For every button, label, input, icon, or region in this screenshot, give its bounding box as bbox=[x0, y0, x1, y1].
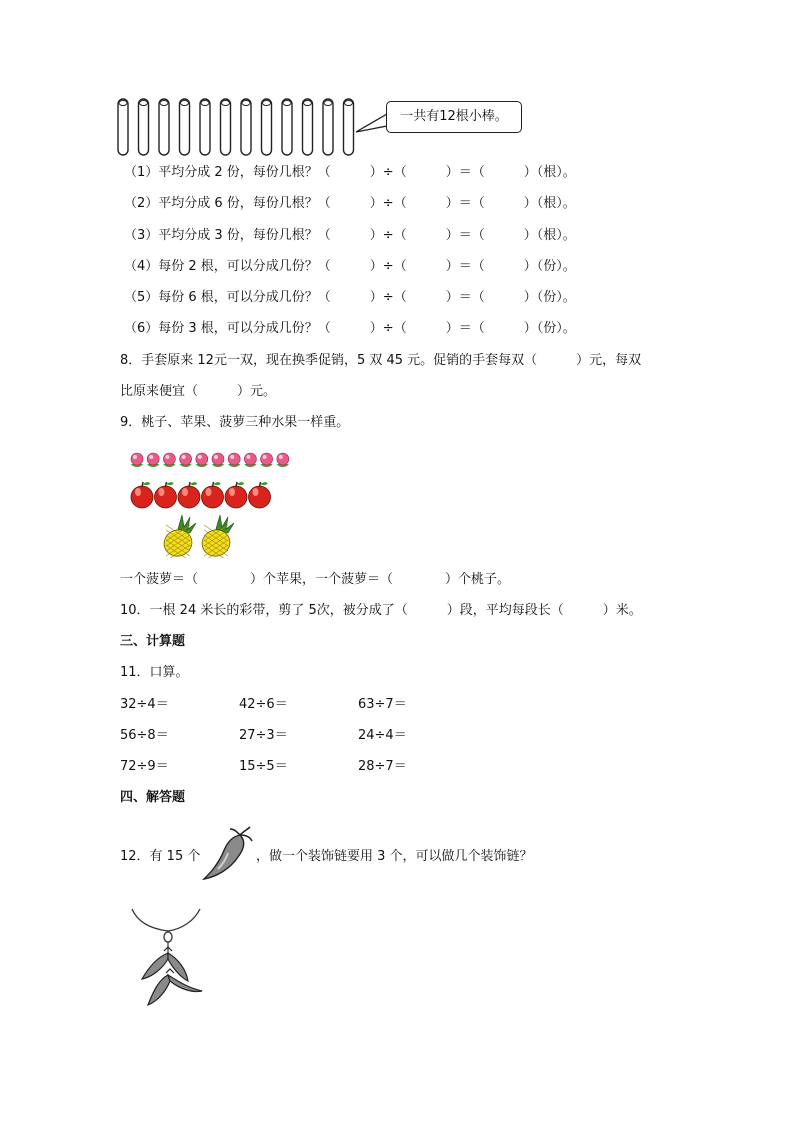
peach-icon bbox=[163, 453, 175, 467]
stick-7 bbox=[241, 99, 251, 155]
peach-icon bbox=[131, 453, 143, 467]
stick-9 bbox=[282, 99, 292, 155]
apple-icon bbox=[202, 482, 224, 508]
q7-item-1: （1）平均分成 2 份，每份几根？（ ）÷（ ）＝（ ）（根）。 bbox=[124, 165, 576, 180]
bubble-text: 一共有12根小棒。 bbox=[400, 109, 508, 124]
peach-icon bbox=[180, 453, 192, 467]
calc-2-3: 24÷4＝ bbox=[358, 728, 407, 743]
stick-3 bbox=[159, 99, 169, 155]
pineapples-row bbox=[158, 513, 248, 558]
section-3-heading: 三、计算题 bbox=[120, 634, 186, 649]
stick-1 bbox=[118, 99, 128, 155]
stick-5 bbox=[200, 99, 210, 155]
stick-10 bbox=[303, 99, 313, 155]
peach-icon bbox=[244, 453, 256, 467]
peaches-row bbox=[128, 450, 298, 470]
q10-text: 10．一根 24 米长的彩带，剪了 5次，被分成了（ ）段，平均每段长（ ）米。 bbox=[120, 603, 642, 618]
apple-icon bbox=[131, 482, 153, 508]
calc-3-3: 28÷7＝ bbox=[358, 759, 407, 774]
apple-icon bbox=[155, 482, 177, 508]
pepper-icon bbox=[200, 825, 256, 885]
peach-icon bbox=[261, 453, 273, 467]
peach-icon bbox=[228, 453, 240, 467]
q9-answer: 一个菠萝＝（ ）个苹果，一个菠萝＝（ ）个桃子。 bbox=[120, 572, 511, 587]
stick-2 bbox=[139, 99, 149, 155]
peach-icon bbox=[147, 453, 159, 467]
section-4-heading: 四、解答题 bbox=[120, 790, 186, 805]
calc-1-2: 42÷6＝ bbox=[239, 697, 288, 712]
q7-item-5: （5）每份 6 根，可以分成几份？（ ）÷（ ）＝（ ）（份）。 bbox=[124, 290, 576, 305]
stick-6 bbox=[221, 99, 231, 155]
apple-icon bbox=[225, 482, 247, 508]
q12-before: 12．有 15 个 bbox=[120, 849, 201, 864]
apple-icon bbox=[249, 482, 271, 508]
peach-icon bbox=[277, 453, 289, 467]
calc-1-1: 32÷4＝ bbox=[120, 697, 169, 712]
apples-row bbox=[130, 480, 275, 510]
calc-2-1: 56÷8＝ bbox=[120, 728, 169, 743]
q8-line2: 比原来便宜（ ）元。 bbox=[120, 384, 277, 399]
stick-8 bbox=[262, 99, 272, 155]
q7-item-2: （2）平均分成 6 份，每份几根？（ ）÷（ ）＝（ ）（根）。 bbox=[124, 196, 576, 211]
pineapple-icon bbox=[160, 515, 196, 558]
apple-icon bbox=[178, 482, 200, 508]
pineapple-icon bbox=[198, 515, 234, 558]
speech-bubble bbox=[386, 101, 522, 133]
q7-item-4: （4）每份 2 根，可以分成几份？（ ）÷（ ）＝（ ）（份）。 bbox=[124, 259, 576, 274]
calc-2-2: 27÷3＝ bbox=[239, 728, 288, 743]
calc-3-2: 15÷5＝ bbox=[239, 759, 288, 774]
q7-item-6: （6）每份 3 根，可以分成几份？（ ）÷（ ）＝（ ）（份）。 bbox=[124, 321, 576, 336]
stick-4 bbox=[180, 99, 190, 155]
q7-item-3: （3）平均分成 3 份，每份几根？（ ）÷（ ）＝（ ）（根）。 bbox=[124, 228, 576, 243]
calc-1-3: 63÷7＝ bbox=[358, 697, 407, 712]
q9-title: 9．桃子、苹果、菠萝三种水果一样重。 bbox=[120, 415, 350, 430]
q11-title: 11．口算。 bbox=[120, 665, 189, 680]
stick-11 bbox=[323, 99, 333, 155]
necklace-illustration bbox=[128, 905, 208, 1015]
q12-after: ，做一个装饰链要用 3 个，可以做几个装饰链？ bbox=[256, 849, 533, 864]
sticks-illustration bbox=[112, 95, 362, 159]
peach-icon bbox=[196, 453, 208, 467]
calc-3-1: 72÷9＝ bbox=[120, 759, 169, 774]
q8-line1: 8．手套原来 12元一双，现在换季促销，5 双 45 元。促销的手套每双（ ）元，每双 bbox=[120, 353, 642, 368]
peach-icon bbox=[212, 453, 224, 467]
